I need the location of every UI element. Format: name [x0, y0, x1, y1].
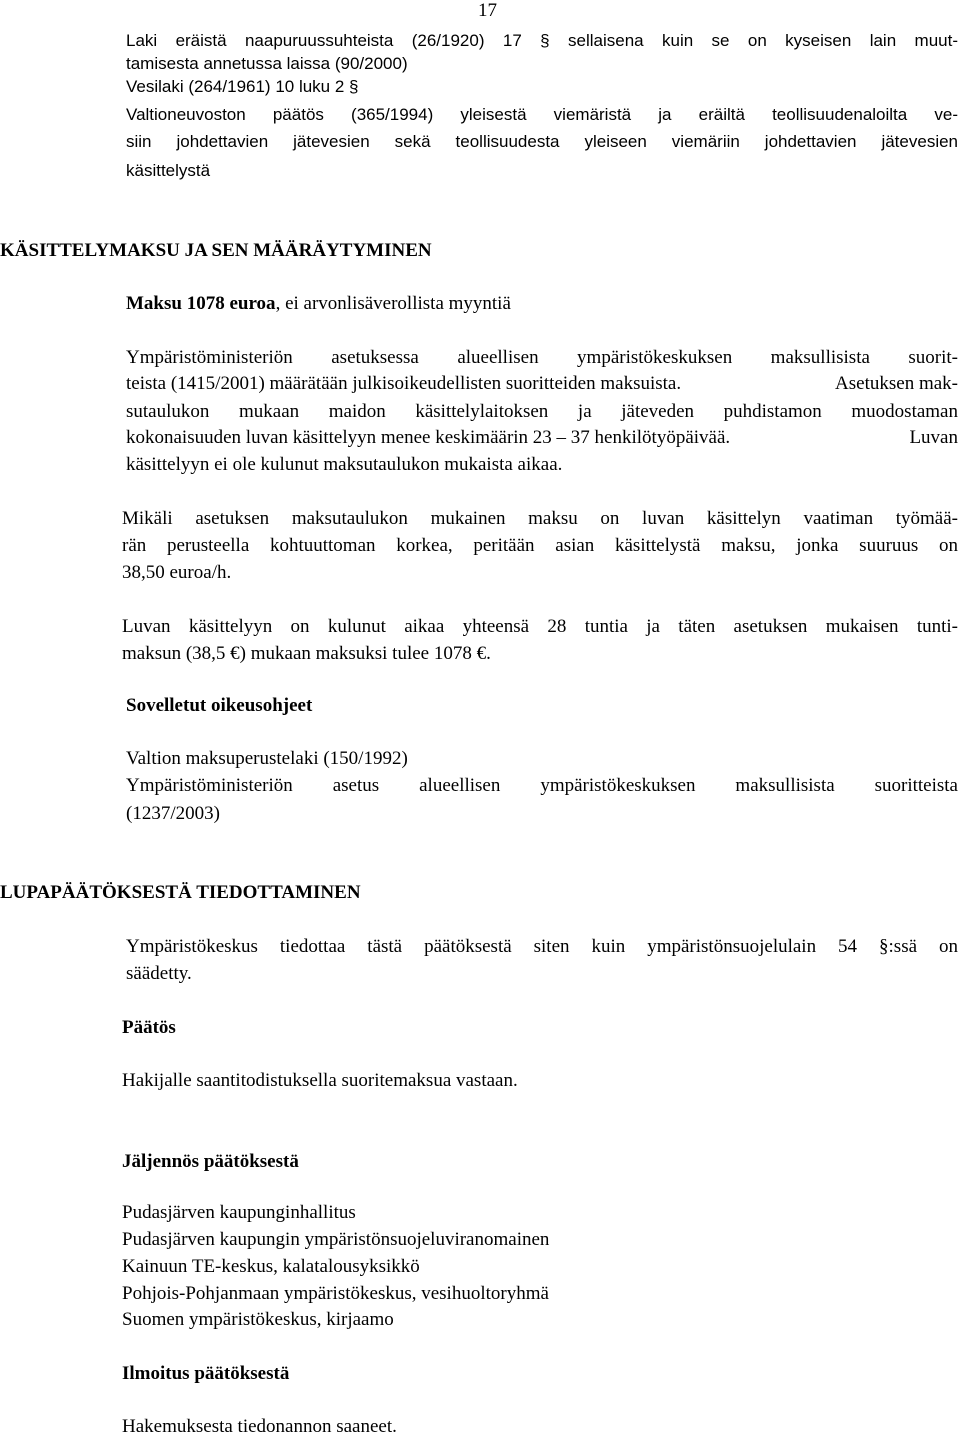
paragraph-line-part: kokonaisuuden luvan käsittelyyn menee keskimäärin 23 – 37 henkilötyöpäivää. [126, 427, 731, 448]
decision-text: Hakijalle saantitodistuksella suoritemaksua vastaan. [122, 1070, 518, 1091]
paragraph-line-part: teista (1415/2001) määrätään julkisoikeudellisten suoritteiden maksuista. [126, 373, 682, 394]
paragraph-line: Ympäristöministeriön asetuksessa alueellisen ympäristökeskuksen maksullisista suorit- [126, 347, 958, 368]
paragraph-line: rän perusteella kohtuuttoman korkea, peritään asian käsittelystä maksu, jonka suuruus on [122, 535, 958, 556]
paragraph-line-part: Luvan [909, 427, 958, 448]
paragraph-line: Mikäli asetuksen maksutaulukon mukainen maksu on luvan käsittelyn vaatiman työmää- [122, 508, 958, 529]
paragraph-line-part: Asetuksen mak- [835, 373, 958, 394]
fee-note: , ei arvonlisäverollista myyntiä [275, 293, 511, 314]
legal-ref-line: Laki eräistä naapuruussuhteista (26/1920) 17 § sellaisena kuin se on kyseisen lain muut- [126, 31, 958, 50]
section-heading-notice: LUPAPÄÄTÖKSESTÄ TIEDOTTAMINEN [0, 882, 361, 903]
legal-ref-line: Valtioneuvoston päätös (365/1994) yleisestä viemäristä ja eräiltä teollisuudenaloilta ve- [126, 105, 958, 124]
paragraph-line: Ympäristökeskus tiedottaa tästä päätöksestä siten kuin ympäristönsuojelulain 54 §:ssä on [126, 936, 958, 957]
copy-heading: Jäljennös päätöksestä [122, 1151, 299, 1172]
paragraph-line: säädetty. [126, 963, 192, 984]
legal-ref-line: Vesilaki (264/1961) 10 luku 2 § [126, 77, 359, 96]
paragraph-line: Luvan käsittelyyn on kulunut aikaa yhteensä 28 tuntia ja täten asetuksen mukaisen tunti- [122, 616, 958, 637]
paragraph-line: maksun (38,5 €) mukaan maksuksi tulee 1078 €. [122, 643, 491, 664]
applied-law-line: (1237/2003) [126, 803, 220, 824]
list-item: Pudasjärven kaupunginhallitus [122, 1202, 356, 1223]
legal-ref-line: käsittelystä [126, 161, 211, 180]
paragraph-line [126, 370, 958, 397]
decision-heading: Päätös [122, 1017, 176, 1038]
applied-law-heading: Sovelletut oikeusohjeet [126, 695, 313, 716]
legal-ref-line: tamisesta annetussa laissa (90/2000) [126, 54, 408, 73]
list-item: Kainuun TE-keskus, kalatalousyksikkö [122, 1256, 420, 1277]
section-heading-fee: KÄSITTELYMAKSU JA SEN MÄÄRÄYTYMINEN [0, 240, 432, 261]
announce-text: Hakemuksesta tiedonannon saaneet. [122, 1416, 397, 1437]
announce-heading: Ilmoitus päätöksestä [122, 1363, 290, 1384]
paragraph-line: 38,50 euroa/h. [122, 562, 232, 583]
paragraph-line: käsittelyyn ei ole kulunut maksutaulukon mukaista aikaa. [126, 454, 563, 475]
applied-law-line: Ympäristöministeriön asetus alueellisen ympäristökeskuksen maksullisista suoritteista [126, 775, 958, 796]
list-item: Pohjois-Pohjanmaan ympäristökeskus, vesihuoltoryhmä [122, 1283, 549, 1304]
legal-ref-line: siin johdettavien jätevesien sekä teollisuudesta yleiseen viemäriin johdettavien jätevesien [126, 132, 958, 151]
paragraph-line: sutaulukon mukaan maidon käsittelylaitoksen ja jäteveden puhdistamon muodostaman [126, 401, 958, 422]
list-item: Suomen ympäristökeskus, kirjaamo [122, 1309, 394, 1330]
applied-law-line: Valtion maksuperustelaki (150/1992) [126, 748, 408, 769]
list-item: Pudasjärven kaupungin ympäristönsuojeluviranomainen [122, 1229, 550, 1250]
page-number: 17 [478, 0, 497, 21]
fee-subheading [126, 290, 511, 317]
paragraph-line [126, 424, 958, 451]
fee-amount: Maksu 1078 euroa [126, 293, 276, 314]
